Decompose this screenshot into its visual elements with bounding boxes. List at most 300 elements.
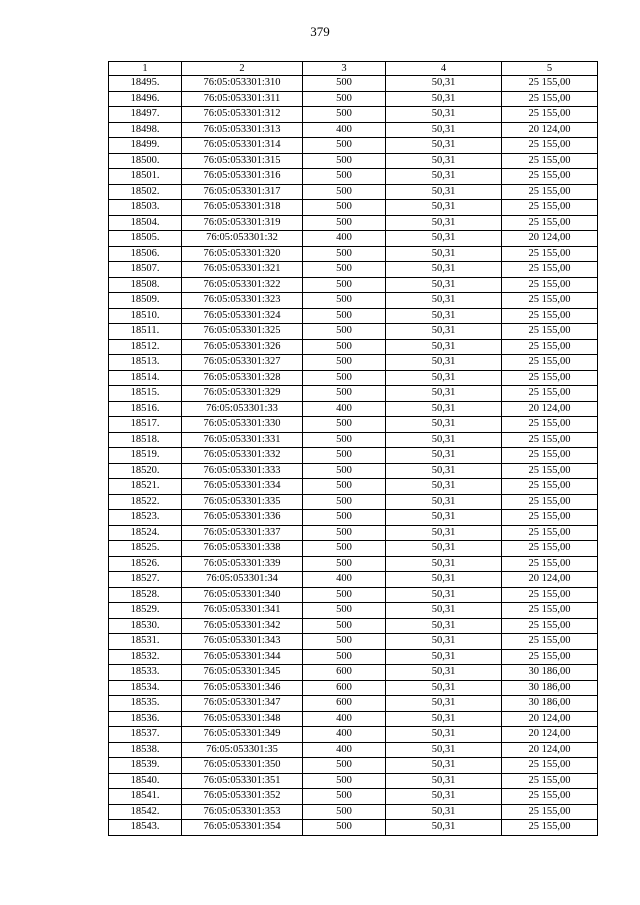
cadastral-number-cell: 76:05:053301:319 xyxy=(182,215,303,231)
cadastral-number-cell: 76:05:053301:336 xyxy=(182,510,303,526)
rate-cell: 50,31 xyxy=(386,215,502,231)
area-cell: 600 xyxy=(303,665,386,681)
table-row xyxy=(109,665,598,681)
rate-cell: 50,31 xyxy=(386,463,502,479)
table-row xyxy=(109,820,598,836)
area-cell: 500 xyxy=(303,758,386,774)
rate-cell: 50,31 xyxy=(386,308,502,324)
cadastral-number-cell: 76:05:053301:34 xyxy=(182,572,303,588)
area-cell: 400 xyxy=(303,122,386,138)
area-cell: 500 xyxy=(303,479,386,495)
area-cell: 400 xyxy=(303,711,386,727)
amount-cell: 25 155,00 xyxy=(502,138,598,154)
area-cell: 500 xyxy=(303,262,386,278)
rate-cell: 50,31 xyxy=(386,138,502,154)
cadastral-number-cell: 76:05:053301:327 xyxy=(182,355,303,371)
rate-cell: 50,31 xyxy=(386,231,502,247)
amount-cell: 25 155,00 xyxy=(502,634,598,650)
amount-cell: 25 155,00 xyxy=(502,153,598,169)
table-row xyxy=(109,231,598,247)
table-body xyxy=(109,62,598,836)
row-number-cell: 18506. xyxy=(109,246,182,262)
rate-cell: 50,31 xyxy=(386,153,502,169)
cadastral-number-cell: 76:05:053301:334 xyxy=(182,479,303,495)
row-number-cell: 18527. xyxy=(109,572,182,588)
row-number-cell: 18524. xyxy=(109,525,182,541)
area-cell: 500 xyxy=(303,525,386,541)
row-number-cell: 18519. xyxy=(109,448,182,464)
page-number: 379 xyxy=(310,24,330,39)
cadastral-number-cell: 76:05:053301:315 xyxy=(182,153,303,169)
area-cell: 500 xyxy=(303,200,386,216)
area-cell: 400 xyxy=(303,727,386,743)
row-number-cell: 18530. xyxy=(109,618,182,634)
rate-cell: 50,31 xyxy=(386,293,502,309)
area-cell: 500 xyxy=(303,556,386,572)
row-number-cell: 18529. xyxy=(109,603,182,619)
rate-cell: 50,31 xyxy=(386,572,502,588)
cadastral-number-cell: 76:05:053301:320 xyxy=(182,246,303,262)
row-number-cell: 18543. xyxy=(109,820,182,836)
table-row xyxy=(109,324,598,340)
rate-cell: 50,31 xyxy=(386,618,502,634)
rate-cell: 50,31 xyxy=(386,820,502,836)
row-number-cell: 18537. xyxy=(109,727,182,743)
amount-cell: 25 155,00 xyxy=(502,448,598,464)
column-header: 3 xyxy=(303,62,386,76)
row-number-cell: 18512. xyxy=(109,339,182,355)
area-cell: 500 xyxy=(303,339,386,355)
rate-cell: 50,31 xyxy=(386,649,502,665)
amount-cell: 20 124,00 xyxy=(502,122,598,138)
row-number-cell: 18525. xyxy=(109,541,182,557)
cadastral-number-cell: 76:05:053301:324 xyxy=(182,308,303,324)
rate-cell: 50,31 xyxy=(386,541,502,557)
row-number-cell: 18505. xyxy=(109,231,182,247)
row-number-cell: 18528. xyxy=(109,587,182,603)
area-cell: 500 xyxy=(303,820,386,836)
cadastral-number-cell: 76:05:053301:311 xyxy=(182,91,303,107)
table-row xyxy=(109,76,598,92)
row-number-cell: 18517. xyxy=(109,417,182,433)
row-number-cell: 18540. xyxy=(109,773,182,789)
row-number-cell: 18526. xyxy=(109,556,182,572)
amount-cell: 25 155,00 xyxy=(502,432,598,448)
row-number-cell: 18498. xyxy=(109,122,182,138)
cadastral-number-cell: 76:05:053301:352 xyxy=(182,789,303,805)
cadastral-number-cell: 76:05:053301:32 xyxy=(182,231,303,247)
rate-cell: 50,31 xyxy=(386,789,502,805)
amount-cell: 25 155,00 xyxy=(502,773,598,789)
cadastral-number-cell: 76:05:053301:321 xyxy=(182,262,303,278)
rate-cell: 50,31 xyxy=(386,107,502,123)
column-header: 2 xyxy=(182,62,303,76)
rate-cell: 50,31 xyxy=(386,246,502,262)
amount-cell: 20 124,00 xyxy=(502,401,598,417)
cadastral-number-cell: 76:05:053301:343 xyxy=(182,634,303,650)
area-cell: 500 xyxy=(303,541,386,557)
table-row xyxy=(109,122,598,138)
rate-cell: 50,31 xyxy=(386,401,502,417)
area-cell: 500 xyxy=(303,463,386,479)
amount-cell: 25 155,00 xyxy=(502,479,598,495)
amount-cell: 25 155,00 xyxy=(502,494,598,510)
cadastral-number-cell: 76:05:053301:349 xyxy=(182,727,303,743)
area-cell: 500 xyxy=(303,76,386,92)
cadastral-number-cell: 76:05:053301:338 xyxy=(182,541,303,557)
amount-cell: 25 155,00 xyxy=(502,510,598,526)
table-row xyxy=(109,711,598,727)
area-cell: 500 xyxy=(303,293,386,309)
cadastral-number-cell: 76:05:053301:342 xyxy=(182,618,303,634)
area-cell: 500 xyxy=(303,448,386,464)
row-number-cell: 18496. xyxy=(109,91,182,107)
table-row xyxy=(109,401,598,417)
area-cell: 500 xyxy=(303,417,386,433)
rate-cell: 50,31 xyxy=(386,680,502,696)
cadastral-number-cell: 76:05:053301:345 xyxy=(182,665,303,681)
table-row xyxy=(109,742,598,758)
table-row xyxy=(109,215,598,231)
row-number-cell: 18523. xyxy=(109,510,182,526)
area-cell: 400 xyxy=(303,231,386,247)
cadastral-number-cell: 76:05:053301:354 xyxy=(182,820,303,836)
area-cell: 600 xyxy=(303,680,386,696)
area-cell: 500 xyxy=(303,432,386,448)
amount-cell: 30 186,00 xyxy=(502,665,598,681)
amount-cell: 25 155,00 xyxy=(502,541,598,557)
table-row xyxy=(109,432,598,448)
table-row xyxy=(109,556,598,572)
row-number-cell: 18509. xyxy=(109,293,182,309)
cadastral-number-cell: 76:05:053301:341 xyxy=(182,603,303,619)
area-cell: 500 xyxy=(303,494,386,510)
table-row xyxy=(109,541,598,557)
row-number-cell: 18511. xyxy=(109,324,182,340)
table-row xyxy=(109,293,598,309)
table-row xyxy=(109,355,598,371)
table-row xyxy=(109,153,598,169)
table-row xyxy=(109,494,598,510)
cadastral-number-cell: 76:05:053301:330 xyxy=(182,417,303,433)
amount-cell: 25 155,00 xyxy=(502,277,598,293)
area-cell: 500 xyxy=(303,308,386,324)
area-cell: 500 xyxy=(303,324,386,340)
row-number-cell: 18542. xyxy=(109,804,182,820)
cadastral-number-cell: 76:05:053301:328 xyxy=(182,370,303,386)
cadastral-number-cell: 76:05:053301:329 xyxy=(182,386,303,402)
cadastral-number-cell: 76:05:053301:344 xyxy=(182,649,303,665)
row-number-cell: 18516. xyxy=(109,401,182,417)
table-row xyxy=(109,572,598,588)
rate-cell: 50,31 xyxy=(386,603,502,619)
table-row xyxy=(109,370,598,386)
rate-cell: 50,31 xyxy=(386,91,502,107)
row-number-cell: 18539. xyxy=(109,758,182,774)
table-row xyxy=(109,479,598,495)
table-row xyxy=(109,618,598,634)
rate-cell: 50,31 xyxy=(386,804,502,820)
row-number-cell: 18501. xyxy=(109,169,182,185)
table-row xyxy=(109,804,598,820)
amount-cell: 25 155,00 xyxy=(502,324,598,340)
table-row xyxy=(109,91,598,107)
amount-cell: 25 155,00 xyxy=(502,789,598,805)
rate-cell: 50,31 xyxy=(386,370,502,386)
table-row xyxy=(109,525,598,541)
amount-cell: 25 155,00 xyxy=(502,804,598,820)
table-header-row xyxy=(109,62,598,76)
table-row xyxy=(109,448,598,464)
amount-cell: 25 155,00 xyxy=(502,525,598,541)
amount-cell: 20 124,00 xyxy=(502,572,598,588)
amount-cell: 25 155,00 xyxy=(502,76,598,92)
cadastral-number-cell: 76:05:053301:326 xyxy=(182,339,303,355)
table-row xyxy=(109,200,598,216)
amount-cell: 25 155,00 xyxy=(502,370,598,386)
amount-cell: 25 155,00 xyxy=(502,603,598,619)
table-row xyxy=(109,138,598,154)
row-number-cell: 18513. xyxy=(109,355,182,371)
amount-cell: 25 155,00 xyxy=(502,293,598,309)
table-row xyxy=(109,680,598,696)
area-cell: 600 xyxy=(303,696,386,712)
rate-cell: 50,31 xyxy=(386,711,502,727)
rate-cell: 50,31 xyxy=(386,727,502,743)
area-cell: 400 xyxy=(303,742,386,758)
rate-cell: 50,31 xyxy=(386,76,502,92)
area-cell: 500 xyxy=(303,169,386,185)
row-number-cell: 18504. xyxy=(109,215,182,231)
area-cell: 500 xyxy=(303,789,386,805)
area-cell: 400 xyxy=(303,572,386,588)
row-number-cell: 18536. xyxy=(109,711,182,727)
column-header: 5 xyxy=(502,62,598,76)
table-row xyxy=(109,107,598,123)
row-number-cell: 18497. xyxy=(109,107,182,123)
row-number-cell: 18518. xyxy=(109,432,182,448)
rate-cell: 50,31 xyxy=(386,773,502,789)
row-number-cell: 18522. xyxy=(109,494,182,510)
table-row xyxy=(109,696,598,712)
area-cell: 500 xyxy=(303,370,386,386)
row-number-cell: 18534. xyxy=(109,680,182,696)
amount-cell: 25 155,00 xyxy=(502,107,598,123)
amount-cell: 25 155,00 xyxy=(502,184,598,200)
cadastral-number-cell: 76:05:053301:332 xyxy=(182,448,303,464)
rate-cell: 50,31 xyxy=(386,169,502,185)
area-cell: 500 xyxy=(303,246,386,262)
cadastral-number-cell: 76:05:053301:333 xyxy=(182,463,303,479)
row-number-cell: 18500. xyxy=(109,153,182,169)
cadastral-number-cell: 76:05:053301:314 xyxy=(182,138,303,154)
table-row xyxy=(109,262,598,278)
rate-cell: 50,31 xyxy=(386,417,502,433)
table-row xyxy=(109,169,598,185)
cadastral-number-cell: 76:05:053301:316 xyxy=(182,169,303,185)
rate-cell: 50,31 xyxy=(386,696,502,712)
amount-cell: 20 124,00 xyxy=(502,711,598,727)
area-cell: 500 xyxy=(303,277,386,293)
amount-cell: 25 155,00 xyxy=(502,820,598,836)
cadastral-number-cell: 76:05:053301:35 xyxy=(182,742,303,758)
area-cell: 500 xyxy=(303,386,386,402)
row-number-cell: 18508. xyxy=(109,277,182,293)
amount-cell: 25 155,00 xyxy=(502,339,598,355)
cadastral-number-cell: 76:05:053301:350 xyxy=(182,758,303,774)
table-row xyxy=(109,463,598,479)
area-cell: 500 xyxy=(303,603,386,619)
area-cell: 500 xyxy=(303,107,386,123)
rate-cell: 50,31 xyxy=(386,355,502,371)
rate-cell: 50,31 xyxy=(386,758,502,774)
table-row xyxy=(109,587,598,603)
cadastral-number-cell: 76:05:053301:346 xyxy=(182,680,303,696)
rate-cell: 50,31 xyxy=(386,665,502,681)
cadastral-number-cell: 76:05:053301:340 xyxy=(182,587,303,603)
area-cell: 500 xyxy=(303,215,386,231)
cadastral-number-cell: 76:05:053301:331 xyxy=(182,432,303,448)
table-row xyxy=(109,758,598,774)
rate-cell: 50,31 xyxy=(386,339,502,355)
rate-cell: 50,31 xyxy=(386,587,502,603)
amount-cell: 25 155,00 xyxy=(502,758,598,774)
rate-cell: 50,31 xyxy=(386,510,502,526)
cadastral-number-cell: 76:05:053301:347 xyxy=(182,696,303,712)
row-number-cell: 18499. xyxy=(109,138,182,154)
area-cell: 500 xyxy=(303,587,386,603)
area-cell: 500 xyxy=(303,91,386,107)
area-cell: 500 xyxy=(303,618,386,634)
table-row xyxy=(109,308,598,324)
row-number-cell: 18541. xyxy=(109,789,182,805)
cadastral-number-cell: 76:05:053301:310 xyxy=(182,76,303,92)
row-number-cell: 18520. xyxy=(109,463,182,479)
area-cell: 500 xyxy=(303,804,386,820)
amount-cell: 25 155,00 xyxy=(502,649,598,665)
rate-cell: 50,31 xyxy=(386,556,502,572)
amount-cell: 30 186,00 xyxy=(502,696,598,712)
cadastral-number-cell: 76:05:053301:325 xyxy=(182,324,303,340)
rate-cell: 50,31 xyxy=(386,324,502,340)
table-row xyxy=(109,277,598,293)
amount-cell: 20 124,00 xyxy=(502,231,598,247)
table-row xyxy=(109,773,598,789)
amount-cell: 20 124,00 xyxy=(502,742,598,758)
table-row xyxy=(109,386,598,402)
cadastral-number-cell: 76:05:053301:318 xyxy=(182,200,303,216)
table-row xyxy=(109,634,598,650)
amount-cell: 25 155,00 xyxy=(502,215,598,231)
area-cell: 500 xyxy=(303,153,386,169)
rate-cell: 50,31 xyxy=(386,448,502,464)
amount-cell: 25 155,00 xyxy=(502,262,598,278)
rate-cell: 50,31 xyxy=(386,525,502,541)
row-number-cell: 18533. xyxy=(109,665,182,681)
area-cell: 500 xyxy=(303,184,386,200)
row-number-cell: 18510. xyxy=(109,308,182,324)
table-row xyxy=(109,789,598,805)
amount-cell: 25 155,00 xyxy=(502,246,598,262)
row-number-cell: 18502. xyxy=(109,184,182,200)
cadastral-number-cell: 76:05:053301:312 xyxy=(182,107,303,123)
row-number-cell: 18514. xyxy=(109,370,182,386)
amount-cell: 30 186,00 xyxy=(502,680,598,696)
data-table xyxy=(108,61,598,836)
area-cell: 500 xyxy=(303,138,386,154)
cadastral-number-cell: 76:05:053301:33 xyxy=(182,401,303,417)
column-header: 1 xyxy=(109,62,182,76)
rate-cell: 50,31 xyxy=(386,386,502,402)
row-number-cell: 18521. xyxy=(109,479,182,495)
row-number-cell: 18531. xyxy=(109,634,182,650)
table-row xyxy=(109,246,598,262)
amount-cell: 25 155,00 xyxy=(502,386,598,402)
area-cell: 500 xyxy=(303,510,386,526)
rate-cell: 50,31 xyxy=(386,742,502,758)
row-number-cell: 18507. xyxy=(109,262,182,278)
area-cell: 500 xyxy=(303,649,386,665)
amount-cell: 25 155,00 xyxy=(502,587,598,603)
amount-cell: 20 124,00 xyxy=(502,727,598,743)
amount-cell: 25 155,00 xyxy=(502,618,598,634)
row-number-cell: 18503. xyxy=(109,200,182,216)
cadastral-number-cell: 76:05:053301:353 xyxy=(182,804,303,820)
table-row xyxy=(109,603,598,619)
row-number-cell: 18538. xyxy=(109,742,182,758)
rate-cell: 50,31 xyxy=(386,200,502,216)
table-row xyxy=(109,184,598,200)
row-number-cell: 18535. xyxy=(109,696,182,712)
table-row xyxy=(109,417,598,433)
rate-cell: 50,31 xyxy=(386,122,502,138)
table-row xyxy=(109,727,598,743)
cadastral-number-cell: 76:05:053301:337 xyxy=(182,525,303,541)
rate-cell: 50,31 xyxy=(386,634,502,650)
rate-cell: 50,31 xyxy=(386,479,502,495)
rate-cell: 50,31 xyxy=(386,494,502,510)
rate-cell: 50,31 xyxy=(386,184,502,200)
cadastral-number-cell: 76:05:053301:335 xyxy=(182,494,303,510)
amount-cell: 25 155,00 xyxy=(502,169,598,185)
rate-cell: 50,31 xyxy=(386,277,502,293)
column-header: 4 xyxy=(386,62,502,76)
cadastral-number-cell: 76:05:053301:348 xyxy=(182,711,303,727)
row-number-cell: 18532. xyxy=(109,649,182,665)
rate-cell: 50,31 xyxy=(386,432,502,448)
area-cell: 500 xyxy=(303,355,386,371)
cadastral-number-cell: 76:05:053301:323 xyxy=(182,293,303,309)
amount-cell: 25 155,00 xyxy=(502,91,598,107)
cadastral-number-cell: 76:05:053301:339 xyxy=(182,556,303,572)
amount-cell: 25 155,00 xyxy=(502,200,598,216)
cadastral-number-cell: 76:05:053301:313 xyxy=(182,122,303,138)
table-row xyxy=(109,339,598,355)
amount-cell: 25 155,00 xyxy=(502,463,598,479)
amount-cell: 25 155,00 xyxy=(502,308,598,324)
amount-cell: 25 155,00 xyxy=(502,355,598,371)
table-row xyxy=(109,649,598,665)
amount-cell: 25 155,00 xyxy=(502,556,598,572)
area-cell: 500 xyxy=(303,773,386,789)
rate-cell: 50,31 xyxy=(386,262,502,278)
cadastral-number-cell: 76:05:053301:317 xyxy=(182,184,303,200)
cadastral-number-cell: 76:05:053301:322 xyxy=(182,277,303,293)
table-row xyxy=(109,510,598,526)
area-cell: 400 xyxy=(303,401,386,417)
area-cell: 500 xyxy=(303,634,386,650)
cadastral-number-cell: 76:05:053301:351 xyxy=(182,773,303,789)
